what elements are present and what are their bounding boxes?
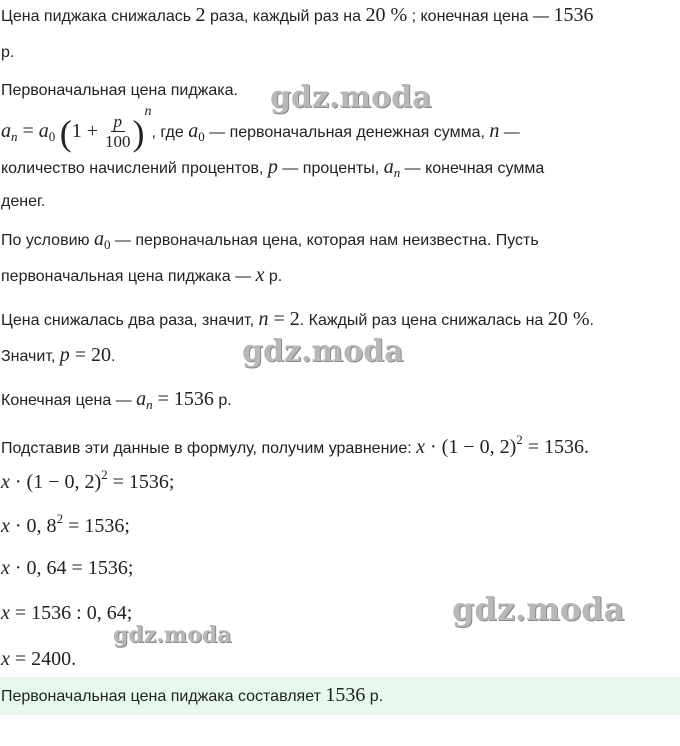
math: 20 % bbox=[365, 4, 408, 26]
math: = 1536. bbox=[522, 436, 590, 458]
math: n bbox=[144, 104, 152, 119]
text: р. bbox=[264, 268, 283, 285]
math: x bbox=[1, 602, 10, 624]
math: = 1536; bbox=[107, 471, 175, 493]
math: 1 + bbox=[71, 120, 104, 142]
equation-step-2 bbox=[1, 511, 130, 538]
math: · (1 − 0, 2) bbox=[9, 471, 102, 493]
text: первоначальная цена пиджака — bbox=[1, 268, 256, 285]
text: ; конечная цена — bbox=[407, 8, 554, 25]
math: = bbox=[17, 120, 39, 142]
math: 2 bbox=[56, 511, 64, 526]
watermark: gdz.moda bbox=[452, 590, 625, 628]
math: a bbox=[136, 388, 147, 410]
line-legend bbox=[1, 156, 544, 181]
math: n bbox=[393, 165, 401, 180]
math: = 20 bbox=[69, 344, 112, 366]
math: n bbox=[489, 120, 500, 142]
text: количество начислений процентов, bbox=[1, 160, 268, 177]
line-let-x bbox=[1, 264, 282, 287]
math: n bbox=[11, 129, 18, 144]
math: = 2400. bbox=[9, 648, 77, 670]
line-question bbox=[1, 82, 238, 100]
math: p bbox=[267, 156, 278, 178]
text: — конечная сумма bbox=[400, 160, 545, 177]
text: р. bbox=[1, 44, 15, 61]
text: , где bbox=[151, 124, 189, 141]
math: p bbox=[111, 113, 126, 132]
text: Значит, bbox=[1, 348, 60, 365]
text: Цена снижалась два раза, значит, bbox=[1, 312, 259, 329]
text: — первоначальная денежная сумма, bbox=[204, 124, 490, 141]
text: — bbox=[499, 124, 520, 141]
line-formula bbox=[1, 104, 520, 152]
math: · 0, 8 bbox=[9, 515, 57, 537]
text: Подставив эти данные в формулу, получим уравнение: bbox=[1, 440, 417, 457]
text: По условию bbox=[1, 232, 94, 249]
equation-step-1 bbox=[1, 467, 175, 494]
math: 0 bbox=[103, 237, 111, 252]
math: 1536 bbox=[553, 4, 594, 26]
math: x bbox=[1, 557, 10, 579]
text: р. bbox=[365, 688, 384, 705]
line-p-value bbox=[1, 344, 116, 367]
math: 100 bbox=[105, 132, 131, 152]
math: a bbox=[1, 120, 11, 142]
line-money bbox=[1, 193, 45, 211]
math: 2 bbox=[516, 432, 523, 447]
math: x bbox=[1, 471, 10, 493]
line-n-value bbox=[1, 308, 594, 331]
math: a bbox=[188, 120, 199, 142]
line-equation-intro bbox=[1, 432, 589, 459]
math: ( bbox=[59, 112, 72, 153]
math: a bbox=[93, 228, 104, 250]
math: p bbox=[59, 344, 70, 366]
math: 2 bbox=[195, 4, 206, 26]
equation-step-3 bbox=[1, 557, 133, 580]
math: x bbox=[1, 648, 10, 670]
text: — проценты, bbox=[277, 160, 384, 177]
line-currency bbox=[1, 44, 14, 62]
line-final-price bbox=[1, 388, 232, 413]
math: ) bbox=[132, 112, 145, 153]
answer-text bbox=[1, 684, 383, 707]
math: n bbox=[258, 308, 269, 330]
text: . bbox=[111, 348, 116, 365]
math: = 1536 bbox=[152, 388, 214, 410]
answer-box bbox=[0, 677, 680, 715]
math: · 0, 64 = 1536; bbox=[9, 557, 134, 579]
math: 2 bbox=[101, 467, 108, 482]
math: a bbox=[38, 120, 49, 142]
equation-step-5 bbox=[1, 648, 76, 671]
text: Первоначальная цена пиджака. bbox=[1, 82, 238, 99]
text: Цена пиджака снижалась bbox=[1, 8, 196, 25]
math: 0 bbox=[48, 129, 56, 144]
math: = 1536 : 0, 64; bbox=[9, 602, 133, 624]
math: x bbox=[416, 436, 426, 458]
text: — первоначальная цена, которая нам неизвестна. Пусть bbox=[110, 232, 539, 249]
watermark: gdz.moda bbox=[270, 80, 432, 115]
math: x bbox=[255, 264, 265, 286]
math: 1536 bbox=[325, 684, 366, 706]
math: · (1 − 0, 2) bbox=[425, 436, 517, 458]
line-condition-a0 bbox=[1, 228, 539, 253]
text: Конечная цена — bbox=[1, 392, 137, 409]
math: x bbox=[1, 515, 10, 537]
math: = 1536; bbox=[63, 515, 130, 537]
fraction bbox=[105, 113, 131, 152]
text: р. bbox=[213, 392, 232, 409]
text: . Каждый раз цена снижалась на bbox=[299, 312, 548, 329]
math: n bbox=[146, 397, 153, 412]
text: . bbox=[589, 312, 594, 329]
watermark: gdz.moda bbox=[242, 334, 404, 369]
text: раза, каждый раз на bbox=[205, 8, 366, 25]
math: 0 bbox=[198, 129, 205, 144]
line-condition bbox=[1, 4, 593, 27]
text: денег. bbox=[1, 193, 46, 210]
watermark: gdz.moda bbox=[113, 622, 232, 648]
math: 20 % bbox=[547, 308, 590, 330]
text: Первоначальная цена пиджака составляет bbox=[1, 688, 326, 705]
math: a bbox=[383, 156, 394, 178]
math: = 2 bbox=[268, 308, 300, 330]
